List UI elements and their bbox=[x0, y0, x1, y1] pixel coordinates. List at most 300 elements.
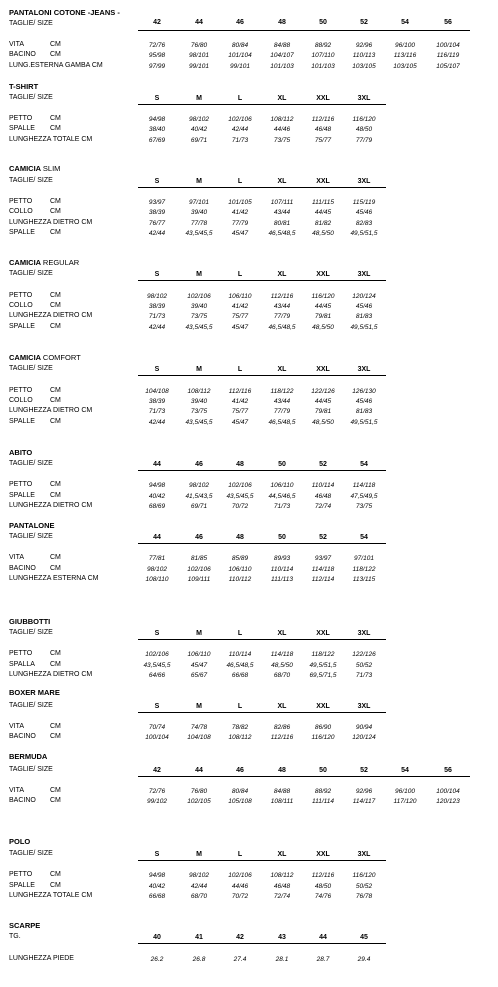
size-column-header: 52 bbox=[319, 461, 327, 468]
size-column-header: XL bbox=[277, 851, 287, 858]
section-title-text: CAMICIA bbox=[9, 164, 41, 173]
section-title bbox=[9, 353, 81, 362]
measurement-value: 38/39 bbox=[148, 303, 166, 310]
measurement-value: 114/118 bbox=[270, 651, 294, 658]
size-column-header: 46 bbox=[236, 767, 244, 774]
size-column-header: 50 bbox=[319, 767, 327, 774]
measurement-unit: CM bbox=[50, 302, 61, 309]
measurement-value: 48/50 bbox=[355, 126, 373, 133]
measurement-label: PETTO bbox=[9, 115, 33, 122]
size-column-header: 54 bbox=[401, 19, 409, 26]
measurement-value: 111/113 bbox=[270, 576, 294, 583]
measurement-value: 118/122 bbox=[352, 566, 376, 573]
measurement-value: 109/111 bbox=[187, 576, 211, 583]
size-column-header: 3XL bbox=[357, 703, 371, 710]
measurement-value: 102/106 bbox=[228, 116, 252, 123]
measurement-value: 76/77 bbox=[148, 220, 166, 227]
size-column-header: S bbox=[154, 703, 160, 710]
measurement-value: 114/117 bbox=[352, 798, 376, 805]
section-title bbox=[9, 521, 55, 530]
measurement-label: PETTO bbox=[9, 871, 33, 878]
measurement-value: 107/111 bbox=[270, 199, 294, 206]
measurement-value: 68/70 bbox=[273, 672, 291, 679]
measurement-label: SPALLE bbox=[9, 323, 35, 330]
measurement-value: 97/99 bbox=[148, 63, 166, 70]
measurement-label: PETTO bbox=[9, 292, 33, 299]
section-title-text: POLO bbox=[9, 837, 31, 846]
measurement-value: 102/105 bbox=[187, 798, 211, 805]
measurement-value: 80/84 bbox=[231, 788, 249, 795]
measurement-value: 106/110 bbox=[228, 293, 252, 300]
measurement-value: 42/44 bbox=[148, 419, 166, 426]
measurement-value: 48,5/50 bbox=[312, 419, 334, 426]
section-title-text: ABITO bbox=[9, 448, 33, 457]
header-rule bbox=[138, 104, 386, 105]
measurement-value: 104/107 bbox=[270, 52, 294, 59]
size-header-label: TG. bbox=[9, 933, 21, 940]
measurement-value: 82/86 bbox=[273, 724, 291, 731]
size-column-header: 48 bbox=[278, 19, 286, 26]
measurement-value: 84/88 bbox=[273, 788, 291, 795]
measurement-value: 89/93 bbox=[273, 555, 291, 562]
section-title bbox=[9, 82, 38, 91]
size-column-header: L bbox=[237, 703, 243, 710]
section-title bbox=[9, 688, 60, 697]
measurement-value: 108/112 bbox=[228, 734, 252, 741]
measurement-value: 45/46 bbox=[355, 398, 373, 405]
size-column-header: 54 bbox=[401, 767, 409, 774]
measurement-value: 77/79 bbox=[273, 408, 291, 415]
measurement-value: 45/47 bbox=[231, 230, 249, 237]
measurement-value: 97/101 bbox=[354, 555, 374, 562]
size-column-header: 56 bbox=[444, 767, 452, 774]
measurement-value: 74/78 bbox=[190, 724, 208, 731]
measurement-value: 104/108 bbox=[145, 388, 169, 395]
measurement-value: 77/81 bbox=[148, 555, 166, 562]
size-column-header: XXL bbox=[316, 366, 330, 373]
measurement-value: 44/46 bbox=[273, 126, 291, 133]
size-column-header: 44 bbox=[153, 461, 161, 468]
measurement-label: SPALLE bbox=[9, 492, 35, 499]
measurement-value: 27.4 bbox=[233, 956, 247, 963]
measurement-value: 93/97 bbox=[148, 199, 166, 206]
measurement-label: BACINO bbox=[9, 733, 36, 740]
measurement-value: 110/113 bbox=[352, 52, 376, 59]
size-header-label: TAGLIE/ SIZE bbox=[9, 702, 53, 709]
measurement-unit: CM bbox=[50, 797, 61, 804]
measurement-value: 77/78 bbox=[190, 220, 208, 227]
size-column-header: 46 bbox=[236, 19, 244, 26]
size-column-header: M bbox=[196, 703, 202, 710]
header-rule bbox=[138, 470, 386, 471]
size-column-header: 48 bbox=[236, 534, 244, 541]
measurement-value: 49,5/51,5 bbox=[350, 324, 378, 331]
measurement-unit: CM bbox=[50, 733, 61, 740]
measurement-value: 105/108 bbox=[228, 798, 252, 805]
measurement-value: 71/73 bbox=[148, 313, 166, 320]
size-column-header: S bbox=[154, 366, 160, 373]
measurement-value: 113/116 bbox=[393, 52, 417, 59]
measurement-label: SPALLE bbox=[9, 125, 35, 132]
measurement-value: 69,5/71,5 bbox=[309, 672, 337, 679]
measurement-value: 102/106 bbox=[228, 482, 252, 489]
measurement-value: 81/83 bbox=[355, 408, 373, 415]
measurement-value: 110/114 bbox=[311, 482, 335, 489]
measurement-unit: CM bbox=[50, 41, 61, 48]
measurement-value: 116/120 bbox=[352, 872, 376, 879]
measurement-value: 42/44 bbox=[148, 324, 166, 331]
measurement-value: 45/47 bbox=[231, 419, 249, 426]
size-column-header: M bbox=[196, 95, 202, 102]
size-column-header: S bbox=[154, 95, 160, 102]
measurement-value: 82/83 bbox=[355, 220, 373, 227]
measurement-value: 95/98 bbox=[148, 52, 166, 59]
size-column-header: 41 bbox=[195, 934, 203, 941]
measurement-value: 46/48 bbox=[314, 126, 332, 133]
section-title-text: PANTALONI COTONE -JEANS - bbox=[9, 8, 120, 17]
measurement-value: 110/112 bbox=[228, 576, 252, 583]
section-subtitle: REGULAR bbox=[42, 258, 80, 267]
measurement-label: LUNGHEZZA DIETRO CM bbox=[9, 312, 93, 319]
measurement-label: VITA bbox=[9, 787, 25, 794]
measurement-value: 44/45 bbox=[314, 398, 332, 405]
measurement-value: 43/44 bbox=[273, 303, 291, 310]
measurement-label: LUNGHEZZA DIETRO CM bbox=[9, 407, 93, 414]
size-header-label: TAGLIE/ SIZE bbox=[9, 94, 53, 101]
measurement-value: 70/74 bbox=[148, 724, 166, 731]
size-column-header: XL bbox=[277, 178, 287, 185]
size-header-label: TAGLIE/ SIZE bbox=[9, 533, 53, 540]
size-column-header: XXL bbox=[316, 95, 330, 102]
size-header-label: TAGLIE/ SIZE bbox=[9, 270, 53, 277]
size-column-header: 56 bbox=[444, 19, 452, 26]
measurement-value: 45/46 bbox=[355, 303, 373, 310]
measurement-value: 41/42 bbox=[231, 209, 249, 216]
measurement-value: 92/96 bbox=[355, 42, 373, 49]
measurement-value: 50/52 bbox=[355, 662, 373, 669]
measurement-label: LUNGHEZZA DIETRO CM bbox=[9, 502, 93, 509]
size-header-label: TAGLIE/ SIZE bbox=[9, 629, 53, 636]
measurement-unit: CM bbox=[50, 650, 61, 657]
measurement-value: 49,5/51,5 bbox=[309, 662, 337, 669]
measurement-value: 108/112 bbox=[270, 872, 294, 879]
measurement-value: 44/45 bbox=[314, 303, 332, 310]
measurement-value: 43/44 bbox=[273, 398, 291, 405]
measurement-value: 86/90 bbox=[314, 724, 332, 731]
size-column-header: L bbox=[237, 366, 243, 373]
measurement-value: 71/73 bbox=[148, 408, 166, 415]
section-title bbox=[9, 258, 79, 267]
measurement-value: 101/105 bbox=[228, 199, 252, 206]
measurement-unit: CM bbox=[50, 723, 61, 730]
measurement-value: 104/108 bbox=[187, 734, 211, 741]
section-title-text: SCARPE bbox=[9, 921, 41, 930]
measurement-value: 71/73 bbox=[231, 137, 249, 144]
measurement-value: 99/102 bbox=[147, 798, 167, 805]
measurement-label: BACINO bbox=[9, 797, 36, 804]
size-column-header: 42 bbox=[153, 767, 161, 774]
measurement-value: 38/39 bbox=[148, 209, 166, 216]
measurement-value: 48,5/50 bbox=[312, 324, 334, 331]
measurement-value: 46/48 bbox=[314, 493, 332, 500]
section-title bbox=[9, 837, 30, 846]
measurement-value: 41,5/43,5 bbox=[185, 493, 213, 500]
header-rule bbox=[138, 280, 386, 281]
measurement-value: 48/50 bbox=[314, 883, 332, 890]
section-title bbox=[9, 164, 60, 173]
size-column-header: M bbox=[196, 630, 202, 637]
size-column-header: M bbox=[196, 271, 202, 278]
size-column-header: XL bbox=[277, 366, 287, 373]
measurement-value: 75/77 bbox=[314, 137, 332, 144]
header-rule bbox=[138, 375, 386, 376]
measurement-value: 85/89 bbox=[231, 555, 249, 562]
measurement-value: 26.8 bbox=[192, 956, 206, 963]
measurement-value: 79/81 bbox=[314, 408, 332, 415]
measurement-value: 77/79 bbox=[231, 220, 249, 227]
size-column-header: S bbox=[154, 630, 160, 637]
measurement-value: 80/81 bbox=[273, 220, 291, 227]
measurement-value: 120/123 bbox=[436, 798, 460, 805]
measurement-value: 110/114 bbox=[270, 566, 294, 573]
size-header-label: TAGLIE/ SIZE bbox=[9, 20, 53, 27]
section-title bbox=[9, 8, 120, 17]
measurement-value: 64/66 bbox=[148, 672, 166, 679]
measurement-value: 72/74 bbox=[314, 503, 332, 510]
size-column-header: XL bbox=[277, 703, 287, 710]
section-title-text: BERMUDA bbox=[9, 752, 48, 761]
measurement-label: COLLO bbox=[9, 302, 33, 309]
measurement-label: SPALLE bbox=[9, 882, 35, 889]
measurement-value: 97/101 bbox=[189, 199, 209, 206]
measurement-value: 39/40 bbox=[190, 303, 208, 310]
measurement-value: 94/98 bbox=[148, 872, 166, 879]
size-column-header: XL bbox=[277, 271, 287, 278]
measurement-value: 47,5/49,5 bbox=[350, 493, 378, 500]
measurement-label: LUNGHEZZA DIETRO CM bbox=[9, 671, 93, 678]
measurement-unit: CM bbox=[50, 787, 61, 794]
size-column-header: L bbox=[237, 271, 243, 278]
measurement-value: 94/98 bbox=[148, 482, 166, 489]
measurement-value: 43/44 bbox=[273, 209, 291, 216]
measurement-value: 43,5/45,5 bbox=[185, 324, 213, 331]
measurement-value: 50/52 bbox=[355, 883, 373, 890]
measurement-value: 73/75 bbox=[190, 313, 208, 320]
measurement-value: 88/92 bbox=[314, 788, 332, 795]
measurement-label: VITA bbox=[9, 41, 25, 48]
measurement-value: 117/120 bbox=[393, 798, 417, 805]
size-column-header: 48 bbox=[236, 461, 244, 468]
measurement-value: 100/104 bbox=[145, 734, 169, 741]
size-column-header: 3XL bbox=[357, 851, 371, 858]
measurement-label: LUNG.ESTERNA GAMBA CM bbox=[9, 62, 103, 69]
measurement-unit: CM bbox=[50, 554, 61, 561]
size-column-header: 52 bbox=[360, 767, 368, 774]
section-subtitle: SLIM bbox=[42, 164, 61, 173]
measurement-value: 40/42 bbox=[148, 883, 166, 890]
measurement-unit: CM bbox=[50, 418, 61, 425]
section-title bbox=[9, 617, 50, 626]
measurement-value: 102/106 bbox=[228, 872, 252, 879]
measurement-value: 68/70 bbox=[190, 893, 208, 900]
measurement-value: 43,5/45,5 bbox=[185, 419, 213, 426]
size-column-header: XXL bbox=[316, 630, 330, 637]
size-column-header: XXL bbox=[316, 703, 330, 710]
measurement-value: 70/72 bbox=[231, 503, 249, 510]
measurement-value: 43,5/45,5 bbox=[185, 230, 213, 237]
measurement-value: 84/88 bbox=[273, 42, 291, 49]
measurement-value: 113/115 bbox=[352, 576, 376, 583]
measurement-value: 45/46 bbox=[355, 209, 373, 216]
measurement-value: 76/78 bbox=[355, 893, 373, 900]
measurement-label: VITA bbox=[9, 723, 25, 730]
measurement-value: 93/97 bbox=[314, 555, 332, 562]
measurement-value: 114/118 bbox=[352, 482, 376, 489]
measurement-value: 78/82 bbox=[231, 724, 249, 731]
measurement-value: 116/120 bbox=[311, 293, 335, 300]
measurement-value: 49,5/51,5 bbox=[350, 230, 378, 237]
measurement-unit: CM bbox=[50, 51, 61, 58]
measurement-value: 74/76 bbox=[314, 893, 332, 900]
size-column-header: 50 bbox=[278, 461, 286, 468]
measurement-value: 81/83 bbox=[355, 313, 373, 320]
measurement-value: 76/80 bbox=[190, 788, 208, 795]
measurement-value: 70/72 bbox=[231, 893, 249, 900]
measurement-value: 111/115 bbox=[311, 199, 335, 206]
measurement-value: 42/44 bbox=[231, 126, 249, 133]
section-title-text: T-SHIRT bbox=[9, 82, 39, 91]
size-column-header: 43 bbox=[278, 934, 286, 941]
measurement-value: 73/75 bbox=[190, 408, 208, 415]
measurement-value: 79/81 bbox=[314, 313, 332, 320]
measurement-value: 41/42 bbox=[231, 398, 249, 405]
measurement-value: 66/68 bbox=[148, 893, 166, 900]
measurement-value: 118/122 bbox=[311, 651, 335, 658]
size-column-header: 44 bbox=[153, 534, 161, 541]
measurement-value: 77/79 bbox=[273, 313, 291, 320]
size-column-header: S bbox=[154, 178, 160, 185]
measurement-unit: CM bbox=[50, 115, 61, 122]
measurement-value: 100/104 bbox=[436, 42, 460, 49]
size-column-header: L bbox=[237, 851, 243, 858]
measurement-value: 114/118 bbox=[311, 566, 335, 573]
measurement-unit: CM bbox=[50, 323, 61, 330]
measurement-label: PETTO bbox=[9, 198, 33, 205]
section-title-text: CAMICIA bbox=[9, 258, 41, 267]
measurement-value: 76/80 bbox=[190, 42, 208, 49]
size-column-header: XXL bbox=[316, 851, 330, 858]
size-column-header: 44 bbox=[195, 19, 203, 26]
header-rule bbox=[138, 187, 386, 188]
measurement-value: 44,5/46,5 bbox=[268, 493, 296, 500]
measurement-value: 96/100 bbox=[395, 42, 415, 49]
size-column-header: L bbox=[237, 178, 243, 185]
size-column-header: XXL bbox=[316, 271, 330, 278]
measurement-unit: CM bbox=[50, 125, 61, 132]
measurement-label: COLLO bbox=[9, 208, 33, 215]
measurement-value: 98/101 bbox=[189, 52, 209, 59]
measurement-unit: CM bbox=[50, 208, 61, 215]
measurement-label: SPALLE bbox=[9, 418, 35, 425]
measurement-value: 105/107 bbox=[436, 63, 460, 70]
measurement-value: 108/110 bbox=[145, 576, 169, 583]
measurement-value: 120/124 bbox=[352, 734, 376, 741]
measurement-value: 45/47 bbox=[190, 662, 208, 669]
measurement-label: LUNGHEZZA ESTERNA CM bbox=[9, 575, 99, 582]
measurement-label: LUNGHEZZA DIETRO CM bbox=[9, 219, 93, 226]
measurement-value: 98/102 bbox=[189, 872, 209, 879]
measurement-value: 72/74 bbox=[273, 893, 291, 900]
measurement-unit: CM bbox=[50, 882, 61, 889]
header-rule bbox=[138, 943, 386, 944]
measurement-value: 77/79 bbox=[355, 137, 373, 144]
measurement-value: 101/104 bbox=[228, 52, 252, 59]
measurement-value: 44/46 bbox=[231, 883, 249, 890]
measurement-unit: CM bbox=[50, 661, 61, 668]
size-column-header: XL bbox=[277, 630, 287, 637]
header-rule bbox=[138, 712, 386, 713]
measurement-value: 66/68 bbox=[231, 672, 249, 679]
measurement-value: 118/122 bbox=[270, 388, 294, 395]
size-column-header: 44 bbox=[195, 767, 203, 774]
measurement-value: 28.7 bbox=[316, 956, 330, 963]
measurement-unit: CM bbox=[50, 492, 61, 499]
measurement-value: 122/126 bbox=[311, 388, 335, 395]
section-title bbox=[9, 921, 40, 930]
measurement-value: 126/130 bbox=[352, 388, 376, 395]
measurement-value: 102/106 bbox=[187, 293, 211, 300]
section-title-text: CAMICIA bbox=[9, 353, 41, 362]
measurement-label: VITA bbox=[9, 554, 25, 561]
size-column-header: 42 bbox=[236, 934, 244, 941]
measurement-value: 81/82 bbox=[314, 220, 332, 227]
measurement-value: 116/119 bbox=[436, 52, 460, 59]
measurement-value: 110/114 bbox=[228, 651, 252, 658]
measurement-value: 112/116 bbox=[270, 293, 294, 300]
measurement-value: 99/101 bbox=[189, 63, 209, 70]
size-header-label: TAGLIE/ SIZE bbox=[9, 177, 53, 184]
measurement-value: 101/103 bbox=[311, 63, 335, 70]
measurement-value: 42/44 bbox=[190, 883, 208, 890]
measurement-value: 90/94 bbox=[355, 724, 373, 731]
measurement-value: 106/110 bbox=[228, 566, 252, 573]
measurement-value: 75/77 bbox=[231, 313, 249, 320]
size-header-label: TAGLIE/ SIZE bbox=[9, 365, 53, 372]
measurement-value: 112/114 bbox=[311, 576, 335, 583]
measurement-unit: CM bbox=[50, 565, 61, 572]
size-column-header: 52 bbox=[360, 19, 368, 26]
size-column-header: M bbox=[196, 851, 202, 858]
measurement-value: 112/116 bbox=[311, 116, 335, 123]
measurement-value: 46,5/48,5 bbox=[268, 230, 296, 237]
measurement-value: 106/110 bbox=[187, 651, 211, 658]
measurement-value: 75/77 bbox=[231, 408, 249, 415]
section-title-text: GIUBBOTTI bbox=[9, 617, 51, 626]
section-title-text: PANTALONE bbox=[9, 521, 55, 530]
size-column-header: XXL bbox=[316, 178, 330, 185]
measurement-value: 48,5/50 bbox=[312, 230, 334, 237]
measurement-value: 88/92 bbox=[314, 42, 332, 49]
size-column-header: M bbox=[196, 178, 202, 185]
measurement-value: 67/69 bbox=[148, 137, 166, 144]
measurement-label: PETTO bbox=[9, 481, 33, 488]
measurement-value: 69/71 bbox=[190, 137, 208, 144]
measurement-value: 40/42 bbox=[190, 126, 208, 133]
measurement-value: 100/104 bbox=[436, 788, 460, 795]
measurement-value: 107/110 bbox=[311, 52, 335, 59]
size-header-label: TAGLIE/ SIZE bbox=[9, 766, 53, 773]
measurement-value: 102/106 bbox=[187, 566, 211, 573]
